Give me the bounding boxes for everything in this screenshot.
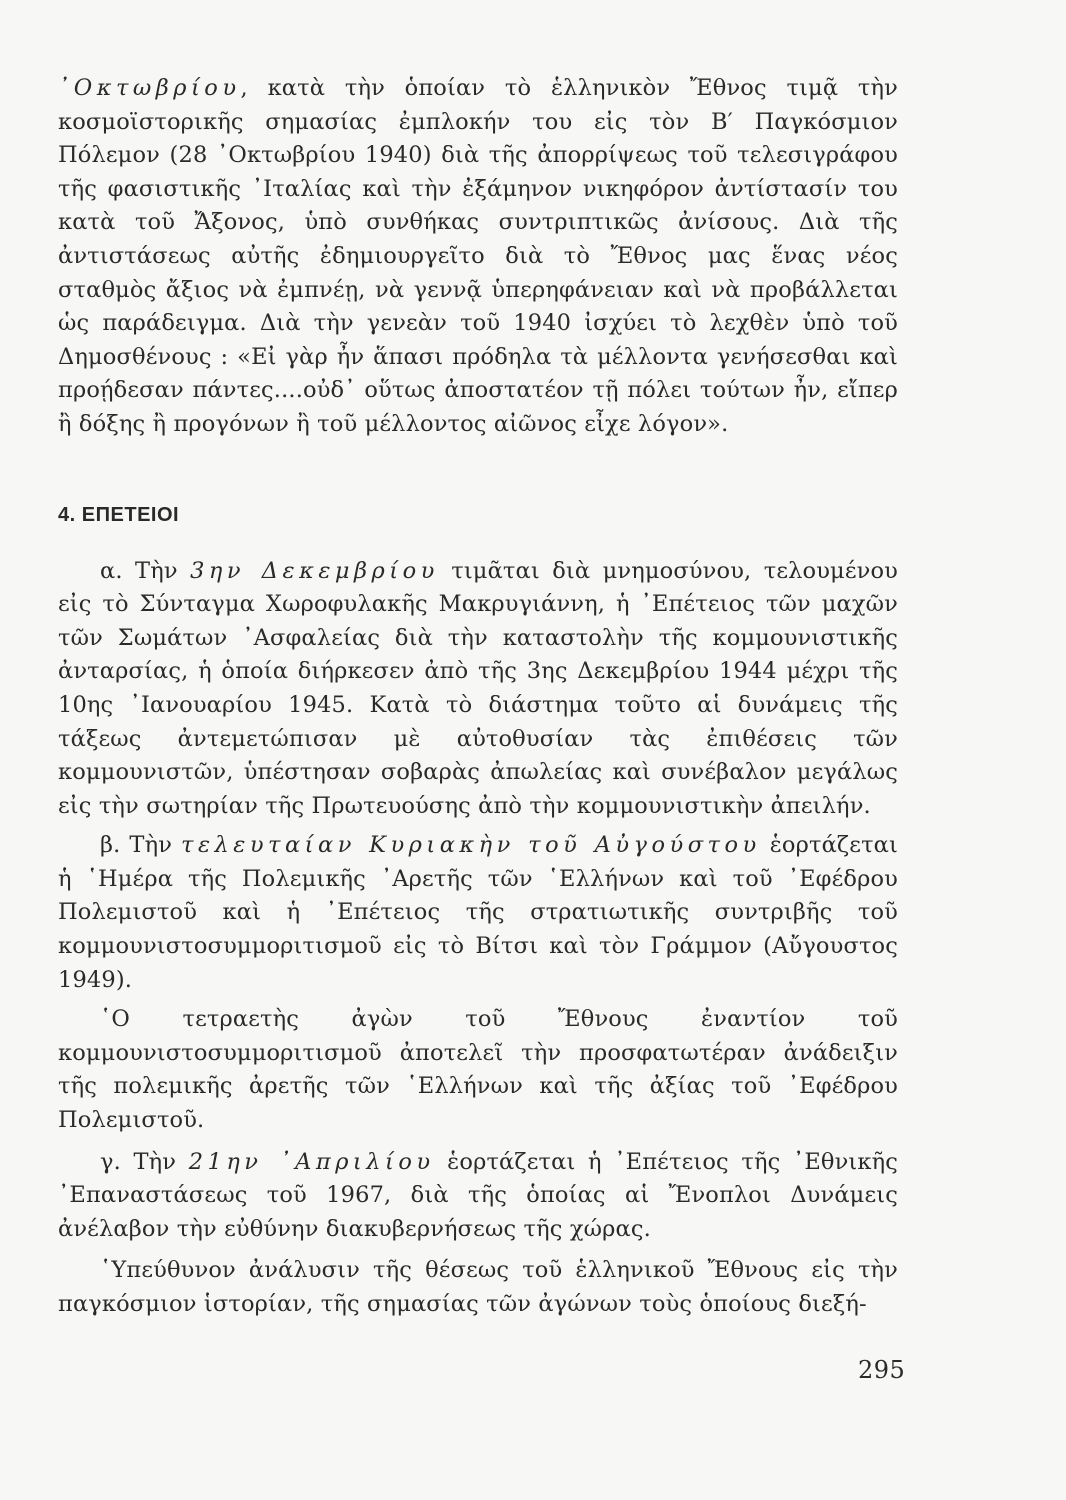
intro-lead-spaced: ᾿Οκτωβρίου (58, 75, 241, 101)
final-paragraph: ῾Υπεύθυνον ἀνάλυσιν τῆς θέσεως τοῦ ἑλληνικοῦ Ἔθνους εἰς τὴν παγκόσμιον ἱστορίαν, τῆς σημασίας τῶν ἀγώνων τοὺς ὁποίους διεξή- (58, 1257, 898, 1317)
item-c-date-spaced: 21ην ᾿Απριλίου (188, 1148, 435, 1175)
item-c-text: ἑορτάζεται ἡ ᾿Επέτειος τῆς ᾿Εθνικῆς ᾿Επαναστάσεως τοῦ 1967, διὰ τῆς ὁποίας αἱ Ἔνοπλοι Δυνάμεις ἀνέλαβον τὴν εὐθύνην διακυβερνήσεως τῆς χώρας. (58, 1148, 898, 1242)
intro-text: , κατὰ τὴν ὁποίαν τὸ ἑλληνικὸν Ἔθνος τιμᾷ τὴν κοσμοϊστορικῆς σημασίας ἐμπλοκήν του εἰς τὸν Β′ Παγκόσμιον Πόλεμον (28 ᾿Οκτωβρίου 1940) διὰ τῆς ἀπορρίψεως τοῦ τελεσιγράφου τῆς φασιστικῆς ᾿Ιταλίας καὶ τὴν ἐξάμηνον νικηφόρον ἀντίστασίν του κατὰ τοῦ Ἄξονος, ὑπὸ συνθήκας συντριπτικῶς ἀνίσους. Διὰ τῆς ἀντιστάσεως αὐτῆς ἐδημιουργεῖτο διὰ τὸ Ἔθνος μας ἕνας νέος σταθμὸς ἄξιος νὰ ἐμπνέῃ, νὰ γεννᾷ ὑπερηφάνειαν καὶ νὰ προβάλλεται ὡς παράδειγμα. Διὰ τὴν γενεὰν τοῦ 1940 ἰσχύει τὸ λεχθὲν ὑπὸ τοῦ Δημοσθένους : «Εἰ γὰρ ἦν ἅπασι πρόδηλα τὰ μέλλοντα γενήσεσθαι καὶ προῄδεσαν πάντες....οὐδ᾿ οὕτως ἀποστατέον τῇ πόλει τούτων ἦν, εἴπερ ἢ δόξης ἢ προγόνων ἢ τοῦ μέλλοντος αἰῶνος εἶχε λόγον». (58, 75, 898, 437)
item-b-followup-paragraph: ῾Ο τετραετὴς ἀγὼν τοῦ Ἔθνους ἐναντίον τοῦ κομμουνιστοσυμμοριτισμοῦ ἀποτελεῖ τὴν προσφατωτέραν ἀνάδειξιν τῆς πολεμικῆς ἀρετῆς τῶν ῾Ελλήνων καὶ τῆς ἀξίας τοῦ ᾿Εφέδρου Πολεμιστοῦ. (58, 1006, 898, 1134)
item-b-date-spaced: τελευταίαν Κυριακὴν τοῦ Αὐγούστου (181, 832, 761, 859)
intro-paragraph (58, 72, 898, 442)
section-heading: 4. ΕΠΕΤΕΙΟΙ (58, 503, 180, 526)
item-b-text: ἑορτάζεται ἡ ῾Ημέρα τῆς Πολεμικῆς ᾿Αρετῆς τῶν ῾Ελλήνων καὶ τοῦ ᾿Εφέδρου Πολεμιστοῦ καὶ ἡ ᾿Επέτειος τῆς στρατιωτικῆς συντριβῆς τοῦ κομμουνιστοσυμμοριτισμοῦ εἰς τὸ Βίτσι καὶ τὸν Γράμμον (Αὔγουστος 1949). (58, 832, 898, 993)
item-b-paragraph (58, 829, 898, 997)
item-a-prefix: α. Τὴν (100, 557, 191, 584)
item-c-paragraph (58, 1146, 898, 1247)
item-a-text: τιμᾶται διὰ μνημοσύνου, τελουμένου εἰς τὸ Σύνταγμα Χωροφυλακῆς Μακρυγιάννη, ἡ ᾿Επέτειος τῶν μαχῶν τῶν Σωμάτων ᾿Ασφαλείας διὰ τὴν καταστολὴν τῆς κομμουνιστικῆς ἀνταρσίας, ἡ ὁποία διήρκεσεν ἀπὸ τῆς 3ης Δεκεμβρίου 1944 μέχρι τῆς 10ης ᾿Ιανουαρίου 1945. Κατὰ τὸ διάστημα τοῦτο αἱ δυνάμεις τῆς τάξεως ἀντεμετώπισαν μὲ αὐτοθυσίαν τὰς ἐπιθέσεις τῶν κομμουνιστῶν, ὑπέστησαν σοβαρὰς ἀπωλείας καὶ συνέβαλον μεγάλως εἰς τὴν σωτηρίαν τῆς Πρωτευούσης ἀπὸ τὴν κομμουνιστικὴν ἀπειλήν. (58, 557, 898, 819)
item-a-paragraph (58, 555, 898, 824)
item-c-prefix: γ. Τὴν (100, 1148, 189, 1175)
page-body (58, 72, 898, 1322)
item-a-date-spaced: 3ην Δεκεμβρίου (190, 557, 439, 584)
page-number: 295 (858, 1356, 906, 1384)
item-b-prefix: β. Τὴν (100, 832, 181, 859)
